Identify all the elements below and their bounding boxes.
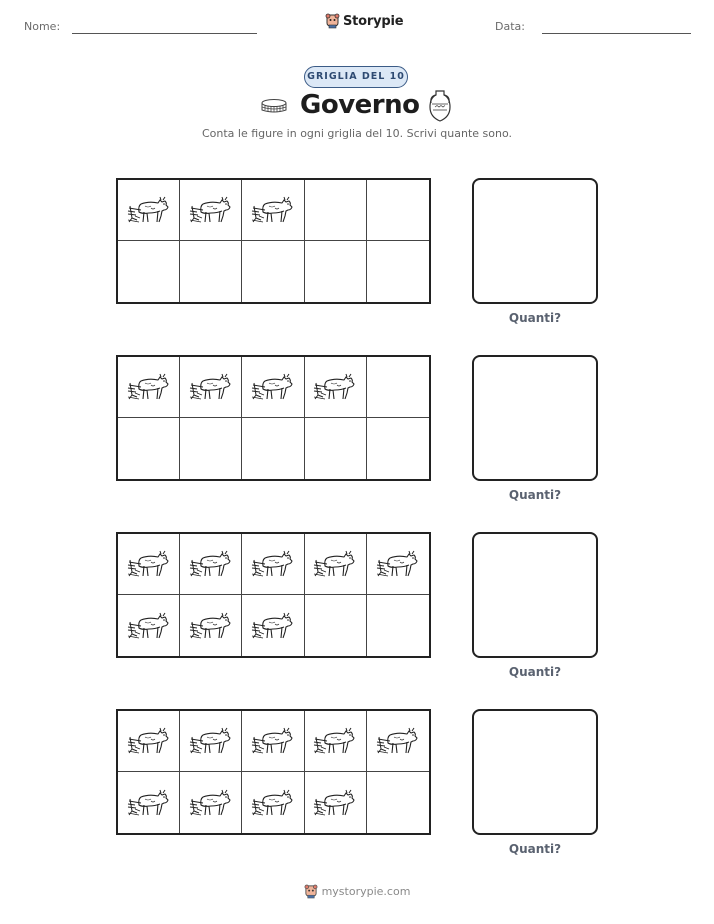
frame-cell	[367, 711, 429, 772]
ox-plow-icon	[251, 194, 295, 226]
answer-box-2[interactable]	[472, 355, 598, 481]
frame-cell	[242, 418, 304, 479]
amphora-icon	[426, 89, 454, 123]
frame-cell	[242, 772, 304, 833]
frame-cell	[305, 534, 367, 595]
frame-cell	[305, 357, 367, 418]
ox-plow-icon	[313, 371, 357, 403]
frame-cell	[305, 772, 367, 833]
frame-cell	[305, 418, 367, 479]
footer-url: mystorypie.com	[321, 885, 411, 898]
brand-name: Storypie	[343, 13, 404, 29]
ox-plow-icon	[189, 725, 233, 757]
answer-label-3: Quanti?	[508, 665, 562, 679]
page-title: Governo	[300, 90, 420, 120]
frame-cell	[367, 357, 429, 418]
frame-cell	[180, 357, 242, 418]
frame-cell	[180, 241, 242, 302]
ox-plow-icon	[313, 548, 357, 580]
frame-cell	[180, 711, 242, 772]
ox-plow-icon	[127, 371, 171, 403]
frame-cell	[118, 711, 180, 772]
frame-cell	[180, 772, 242, 833]
frame-cell	[180, 418, 242, 479]
instructions: Conta le figure in ogni griglia del 10. Scrivi quante sono.	[201, 127, 512, 140]
frame-cell	[118, 180, 180, 241]
ox-plow-icon	[251, 371, 295, 403]
frame-cell	[305, 711, 367, 772]
brand-logo	[325, 13, 403, 29]
ox-plow-icon	[189, 610, 233, 642]
frame-cell	[180, 180, 242, 241]
ten-frame-3	[116, 532, 431, 658]
frame-cell	[305, 595, 367, 656]
ten-frame-1	[116, 178, 431, 304]
frame-cell	[367, 418, 429, 479]
footer	[0, 884, 714, 899]
frame-cell	[242, 241, 304, 302]
frame-cell	[118, 595, 180, 656]
name-label: Nome:	[24, 20, 61, 33]
frame-cell	[180, 595, 242, 656]
frame-cell	[242, 534, 304, 595]
ox-plow-icon	[127, 610, 171, 642]
ox-plow-icon	[251, 787, 295, 819]
frame-cell	[367, 180, 429, 241]
ox-plow-icon	[127, 787, 171, 819]
ox-plow-icon	[189, 787, 233, 819]
frame-cell	[118, 357, 180, 418]
frame-cell	[180, 534, 242, 595]
answer-box-3[interactable]	[472, 532, 598, 658]
mascot-icon	[325, 13, 340, 29]
frame-cell	[305, 241, 367, 302]
frame-cell	[367, 241, 429, 302]
frame-cell	[242, 180, 304, 241]
ox-plow-icon	[189, 194, 233, 226]
name-field[interactable]	[72, 33, 257, 34]
frame-cell	[367, 772, 429, 833]
mascot-icon	[304, 884, 318, 899]
frame-cell	[118, 241, 180, 302]
ox-plow-icon	[127, 194, 171, 226]
frame-cell	[242, 595, 304, 656]
frame-cell	[305, 180, 367, 241]
ten-frame-2	[116, 355, 431, 481]
ox-plow-icon	[251, 610, 295, 642]
frame-cell	[118, 772, 180, 833]
worksheet-type-badge: GRIGLIA DEL 10	[304, 66, 408, 88]
ox-plow-icon	[376, 548, 420, 580]
ox-plow-icon	[251, 725, 295, 757]
ox-plow-icon	[376, 725, 420, 757]
answer-label-1: Quanti?	[508, 311, 562, 325]
frame-cell	[118, 534, 180, 595]
frame-cell	[367, 595, 429, 656]
frame-cell	[242, 711, 304, 772]
ox-plow-icon	[189, 371, 233, 403]
date-label: Data:	[495, 20, 525, 33]
answer-label-2: Quanti?	[508, 488, 562, 502]
ox-plow-icon	[127, 548, 171, 580]
ox-plow-icon	[313, 787, 357, 819]
ox-plow-icon	[189, 548, 233, 580]
frame-cell	[367, 534, 429, 595]
ox-plow-icon	[313, 725, 357, 757]
date-field[interactable]	[542, 33, 691, 34]
answer-box-1[interactable]	[472, 178, 598, 304]
colosseum-icon	[260, 98, 288, 114]
frame-cell	[242, 357, 304, 418]
answer-box-4[interactable]	[472, 709, 598, 835]
ox-plow-icon	[251, 548, 295, 580]
ox-plow-icon	[127, 725, 171, 757]
answer-label-4: Quanti?	[508, 842, 562, 856]
frame-cell	[118, 418, 180, 479]
ten-frame-4	[116, 709, 431, 835]
